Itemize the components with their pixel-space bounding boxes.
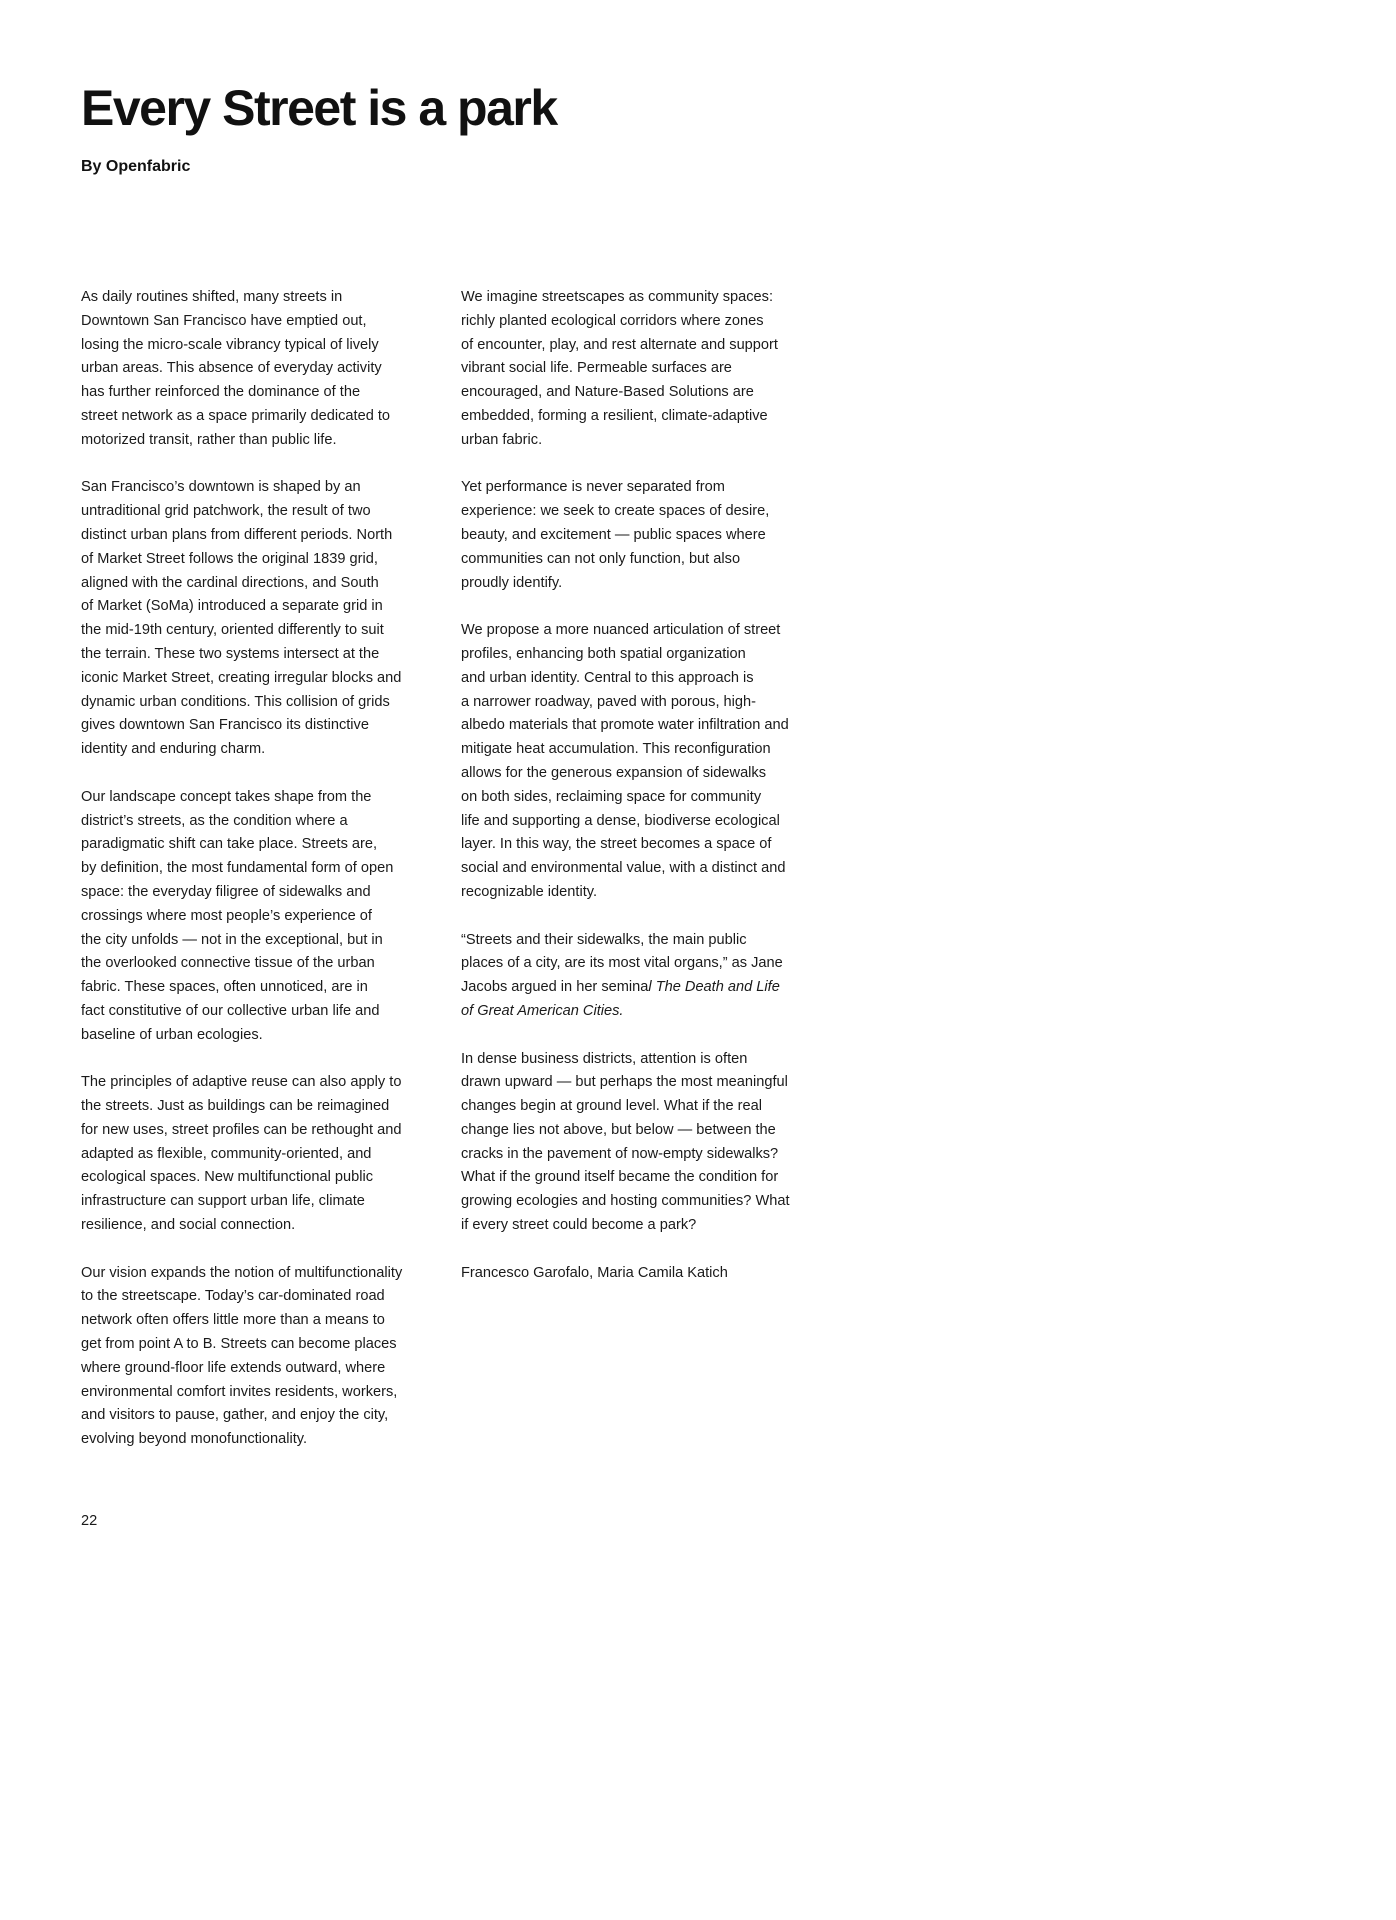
text-line: fabric. These spaces, often unnoticed, are in [81,979,368,996]
text-line: a narrower roadway, paved with porous, high- [461,693,757,710]
text-line: proudly identify. [461,574,563,591]
text-line: motorized transit, rather than public life. [81,431,337,448]
text-line: ecological spaces. New multifunctional public [81,1169,374,1186]
text-line: change lies not above, but below — between the [461,1121,776,1138]
text-line: dynamic urban conditions. This collision of grids [81,693,390,710]
paragraph [461,476,813,595]
text-line: We imagine streetscapes as community spaces: [461,289,774,305]
text-line: What if the ground itself became the condition for [461,1169,779,1186]
paragraph [461,1262,813,1286]
article-title: Every Street is a park [81,80,557,136]
text-line: on both sides, reclaiming space for community [461,788,762,805]
paragraph [81,1071,426,1238]
paragraph [461,929,813,1024]
text-line: aligned with the cardinal directions, and South [81,574,379,591]
text-column-right [461,286,813,1309]
text-line: district’s streets, as the condition where a [81,812,348,829]
text-line: the city unfolds — not in the exceptional, but in [81,931,383,948]
text-line: crossings where most people’s experience of [81,907,372,924]
text-line [461,929,813,953]
paragraph [461,1048,813,1238]
text-line: to the streetscape. Today’s car-dominated road [81,1288,385,1305]
text-line: evolving beyond monofunctionality. [81,1431,308,1448]
text-line: get from point A to B. Streets can become places [81,1336,397,1353]
text-line [461,1000,813,1024]
text-line: baseline of urban ecologies. [81,1026,263,1043]
text-line: profiles, enhancing both spatial organization [461,645,746,662]
paragraph [81,1262,426,1452]
text-line: losing the micro-scale vibrancy typical of lively [81,336,379,353]
text-line: and visitors to pause, gather, and enjoy the city, [81,1407,389,1424]
text-line: Yet performance is never separated from [461,479,725,496]
text-line: layer. In this way, the street becomes a space of [461,836,772,853]
text-line: drawn upward — but perhaps the most meaningful [461,1074,788,1091]
text-line: urban areas. This absence of everyday activity [81,360,382,377]
text-line: space: the everyday filigree of sidewalks and [81,883,371,900]
text-line: Our landscape concept takes shape from the [81,788,372,805]
text-line: distinct urban plans from different periods. North [81,526,393,543]
text-column-left [81,286,426,1476]
text-line: by definition, the most fundamental form of open [81,860,394,877]
text-line: urban fabric. [461,431,543,448]
text-line: experience: we seek to create spaces of desire, [461,503,770,520]
text-line: changes begin at ground level. What if the real [461,1098,762,1115]
text-line: has further reinforced the dominance of the [81,384,361,401]
text-line: vibrant social life. Permeable surfaces are [461,360,732,377]
text-line: identity and enduring charm. [81,741,266,758]
text-line: As daily routines shifted, many streets in [81,289,343,305]
text-line [461,952,813,976]
text-line: of Market (SoMa) introduced a separate grid in [81,598,383,615]
text-line: street network as a space primarily dedicated to [81,407,391,424]
text-line: resilience, and social connection. [81,1217,296,1234]
paragraph [461,619,813,905]
text-line: untraditional grid patchwork, the result of two [81,503,371,520]
text-line: environmental comfort invites residents, workers, [81,1383,398,1400]
text-line: San Francisco’s downtown is shaped by an [81,479,361,496]
text-line: embedded, forming a resilient, climate-adaptive [461,407,768,424]
text-line: gives downtown San Francisco its distinctive [81,717,369,734]
text-line: Downtown San Francisco have emptied out, [81,312,367,329]
text-line: where ground-floor life extends outward, where [81,1359,386,1376]
text-line: albedo materials that promote water infiltration and [461,717,789,734]
text-line: and urban identity. Central to this approach is [461,669,754,686]
text-line: life and supporting a dense, biodiverse ecological [461,812,780,829]
text-line: recognizable identity. [461,883,598,900]
text-line: the terrain. These two systems intersect at the [81,645,380,662]
paragraph [81,286,426,453]
text-line: richly planted ecological corridors where zones [461,312,764,329]
text-line [461,976,813,1000]
quote-text: Jacobs argued in her semina [461,979,649,996]
text-line: growing ecologies and hosting communities? What [461,1193,790,1210]
text-line: the mid-19th century, oriented differently to suit [81,622,384,639]
text-line: iconic Market Street, creating irregular blocks and [81,669,402,686]
quote-text: places of a city, are its most vital organs,” as Jane [461,955,783,972]
text-line: if every street could become a park? [461,1217,697,1234]
quote-text: “Streets and their sidewalks, the main public [461,931,747,948]
text-line: mitigate heat accumulation. This reconfiguration [461,741,771,758]
text-line: the overlooked connective tissue of the urban [81,955,375,972]
text-line: allows for the generous expansion of sidewalks [461,764,767,781]
text-line: fact constitutive of our collective urban life and [81,1002,380,1019]
text-line: infrastructure can support urban life, climate [81,1193,365,1210]
text-line: cracks in the pavement of now-empty sidewalks? [461,1145,779,1162]
page-number: 22 [81,1513,98,1529]
text-line: beauty, and excitement — public spaces where [461,526,766,543]
text-line: network often offers little more than a means to [81,1312,385,1329]
text-line: the streets. Just as buildings can be reimagined [81,1098,390,1115]
text-line: of Market Street follows the original 1839 grid, [81,550,378,567]
text-line: Francesco Garofalo, Maria Camila Katich [461,1264,728,1281]
text-line: for new uses, street profiles can be rethought and [81,1121,402,1138]
paragraph [81,786,426,1048]
text-line: adapted as flexible, community-oriented, and [81,1145,372,1162]
text-line: The principles of adaptive reuse can also apply to [81,1074,402,1091]
text-line: Our vision expands the notion of multifunctionality [81,1264,403,1281]
text-line: of encounter, play, and rest alternate and support [461,336,778,353]
text-line: social and environmental value, with a distinct and [461,860,786,877]
text-line: paradigmatic shift can take place. Streets are, [81,836,378,853]
text-line: In dense business districts, attention is often [461,1050,748,1067]
text-line: communities can not only function, but also [461,550,741,567]
text-line: encouraged, and Nature-Based Solutions are [461,384,754,401]
book-title-text: of Great American Cities. [461,1002,624,1019]
paragraph [461,286,813,453]
book-title-text: l The Death and Life [648,979,780,996]
paragraph [81,476,426,762]
byline: By Openfabric [81,158,191,175]
text-line: We propose a more nuanced articulation of street [461,622,781,639]
